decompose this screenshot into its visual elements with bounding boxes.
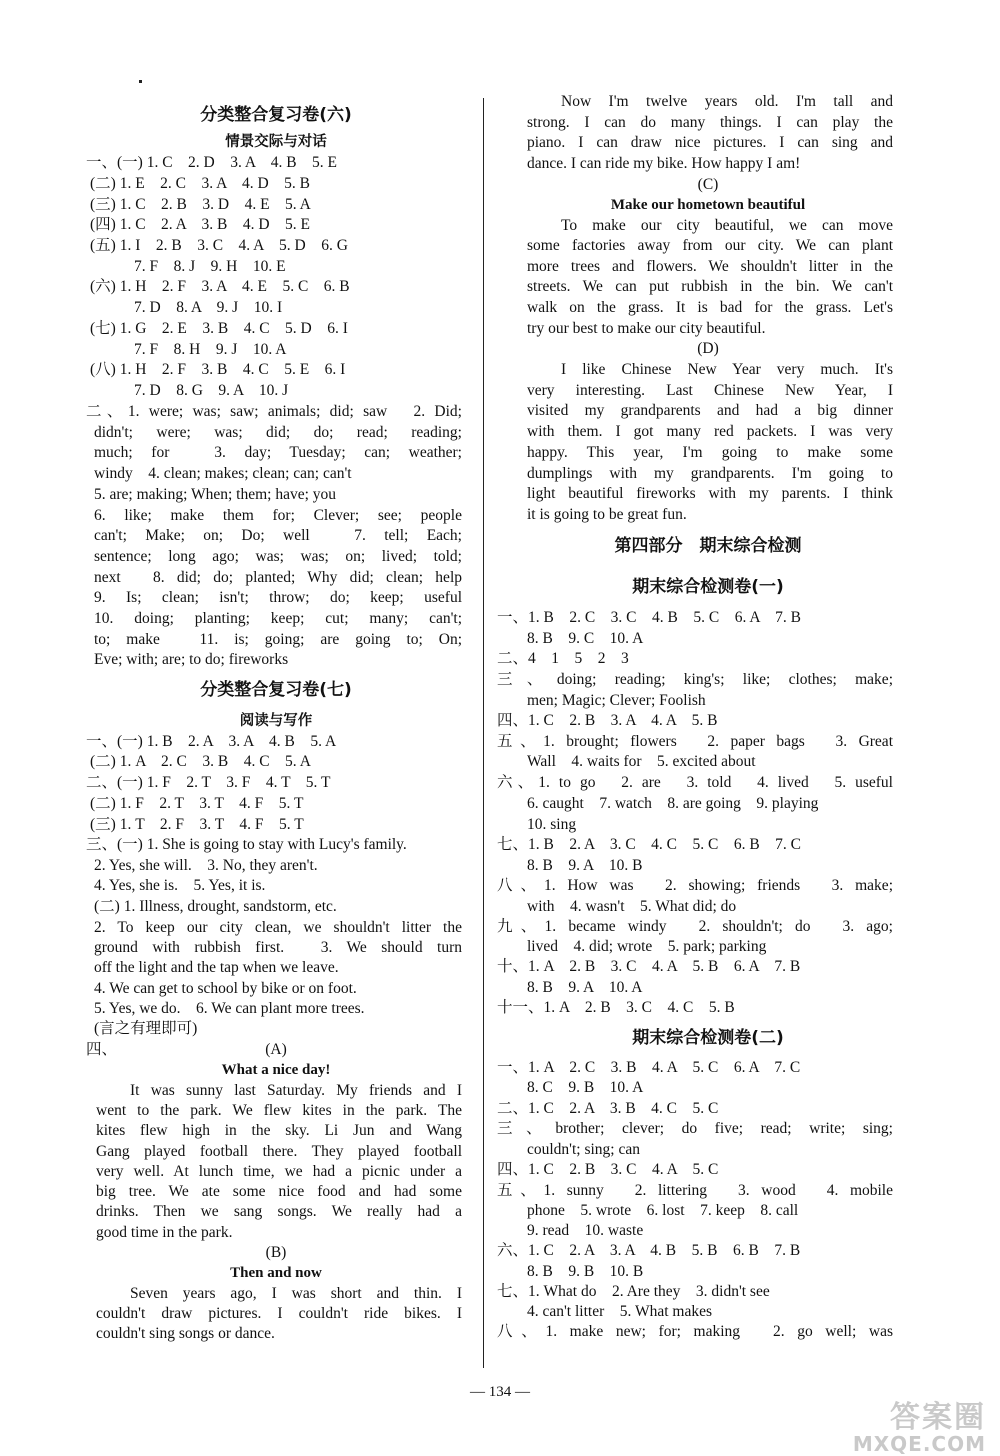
answer-line: 4. can't litter 5. What makes xyxy=(527,1303,713,1320)
answer-line: with them. I got many red packets. I was very xyxy=(527,423,893,440)
answer-line: walk on the grass. It is bad for the grass. Let's xyxy=(527,299,893,316)
answer-line: windy 4. clean; makes; clean; can; can't xyxy=(94,465,352,482)
answer-line: phone 5. wrote 6. lost 7. keep 8. call xyxy=(527,1202,799,1219)
answer-line: (二) 1. A 2. C 3. B 4. C 5. A xyxy=(90,753,311,770)
answer-line: very well. At lunch time, we had a picnic under a xyxy=(96,1163,462,1180)
answer-line: 四、1. C 2. B 3. C 4. A 5. C xyxy=(497,1161,719,1178)
column-divider xyxy=(483,98,484,1368)
answer-line: 一、(一) 1. B 2. A 3. A 4. B 5. A xyxy=(86,733,337,750)
answer-line: 6. caught 7. watch 8. are going 9. playing xyxy=(527,795,819,812)
passage-label: (D) xyxy=(697,340,719,357)
answer-line: 8. B 9. C 10. A xyxy=(527,630,644,647)
answer-line: 九、1. became windy 2. shouldn't; do 3. ago; xyxy=(497,918,893,935)
answer-line: 一、1. B 2. C 3. C 4. B 5. C 6. A 7. B xyxy=(497,609,802,626)
answer-line: 六、1. to go 2. are 3. told 4. lived 5. useful xyxy=(497,774,893,791)
answer-line: 二、(一) 1. F 2. T 3. F 4. T 5. T xyxy=(86,774,331,791)
passage-title: Then and now xyxy=(230,1265,322,1281)
answer-line: 四、1. C 2. B 3. A 4. A 5. B xyxy=(497,712,718,729)
section-subtitle: 情景交际与对话 xyxy=(225,134,327,150)
section-title: 分类整合复习卷(七) xyxy=(200,680,352,700)
answer-line: Wall 4. waits for 5. excited about xyxy=(527,753,756,770)
answer-line: 8. B 9. A 10. A xyxy=(527,979,643,996)
answer-line: (三) 1. T 2. F 3. T 4. F 5. T xyxy=(90,816,304,833)
answer-line: 8. C 9. B 10. A xyxy=(527,1079,644,1096)
answer-line: 十、1. A 2. B 3. C 4. A 5. B 6. A 7. B xyxy=(497,958,801,975)
answer-line: 七、1. What do 2. Are they 3. didn't see xyxy=(497,1283,770,1300)
answer-line: ground with rubbish first. 3. We should turn xyxy=(94,939,462,956)
answer-line: 四、 xyxy=(86,1041,118,1058)
answer-line: 9. read 10. waste xyxy=(527,1222,644,1239)
watermark-line-1: 答案圈 xyxy=(890,1400,986,1435)
answer-line: 8. B 9. B 10. B xyxy=(527,1263,644,1280)
section-title: 分类整合复习卷(六) xyxy=(200,105,352,125)
answer-line: some factories away from our city. We can plant xyxy=(527,237,893,254)
paragraph-line: To make our city beautiful, we can move xyxy=(561,217,893,234)
answer-line: 2. To keep our city clean, we shouldn't litter the xyxy=(94,919,462,936)
paragraph-line: I like Chinese New Year very much. It's xyxy=(561,361,893,378)
answer-line: it is going to be great fun. xyxy=(527,506,687,523)
answer-line: (二) 1. E 2. C 3. A 4. D 5. B xyxy=(90,175,311,192)
answer-line: Gang played football there. They played football xyxy=(96,1143,462,1160)
answer-line: (言之有理即可) xyxy=(94,1020,198,1037)
answer-line: to; make 11. is; going; are going to; On; xyxy=(94,631,462,648)
answer-line: good time in the park. xyxy=(96,1224,233,1241)
answer-line: 三、(一) 1. She is going to stay with Lucy's family. xyxy=(86,836,407,853)
answer-line: piano. I can draw nice pictures. I can sing and xyxy=(527,134,893,151)
answer-line: 8. B 9. A 10. B xyxy=(527,857,643,874)
answer-line: light beautiful fireworks with my parents. I think xyxy=(527,485,893,502)
answer-line: 10. sing xyxy=(527,816,577,833)
answer-line: 5. are; making; When; them; have; you xyxy=(94,486,337,503)
answer-line: big tree. We ate some nice food and had some xyxy=(96,1183,462,1200)
answer-line: (六) 1. H 2. F 3. A 4. E 5. C 6. B xyxy=(90,278,350,295)
paragraph-line: 7. F 8. J 9. H 10. E xyxy=(134,258,286,275)
passage-title: What a nice day! xyxy=(221,1062,331,1078)
paragraph-line: Seven years ago, I was short and thin. I xyxy=(130,1285,462,1302)
section-subtitle: 阅读与写作 xyxy=(239,713,313,729)
answer-line: 八、1. How was 2. showing; friends 3. make; xyxy=(497,877,893,894)
answer-line: 十一、1. A 2. B 3. C 4. C 5. B xyxy=(497,999,735,1016)
section-title: 期末综合检测卷(二) xyxy=(632,1028,784,1048)
answer-line: try our best to make our city beautiful. xyxy=(527,320,766,337)
answer-line: strong. I can do many things. I can play the xyxy=(527,114,893,131)
passage-title: Make our hometown beautiful xyxy=(610,197,806,213)
passage-label: (B) xyxy=(265,1244,287,1261)
answer-line: very interesting. Last Chinese New Year, I xyxy=(527,382,893,399)
print-dot xyxy=(139,80,142,83)
answer-line: men; Magic; Clever; Foolish xyxy=(527,692,706,709)
watermark-line-2: MXQE.COM xyxy=(852,1432,986,1456)
answer-line: couldn't sing songs or dance. xyxy=(96,1325,275,1342)
answer-line: 三、doing; reading; king's; like; clothes; make; xyxy=(497,671,893,688)
watermark-logo xyxy=(853,1392,986,1456)
answer-line: (三) 1. C 2. B 3. D 4. E 5. A xyxy=(90,196,311,213)
answer-line: 4. We can get to school by bike or on foot. xyxy=(94,980,357,997)
paragraph-line: 7. D 8. A 9. J 10. I xyxy=(134,299,283,316)
answer-line: went to the park. We flew kites in the park. The xyxy=(96,1102,462,1119)
answer-line: off the light and the tap when we leave. xyxy=(94,959,339,976)
answer-line: 一、(一) 1. C 2. D 3. A 4. B 5. E xyxy=(86,154,338,171)
answer-line: (八) 1. H 2. F 3. B 4. C 5. E 6. I xyxy=(90,361,346,378)
answer-line: 二、1. C 2. A 3. B 4. C 5. C xyxy=(497,1100,719,1117)
answer-line: sentence; long ago; was; was; on; lived; told; xyxy=(94,548,462,565)
answer-line: streets. We can put rubbish in the bin. We can't xyxy=(527,278,893,295)
answer-line: can't; Make; on; Do; well 7. tell; Each; xyxy=(94,527,462,544)
passage-label: (A) xyxy=(265,1041,287,1058)
answer-line: drinks. Then we sang songs. We really had a xyxy=(96,1203,462,1220)
answer-line: 9. Is; clean; isn't; throw; do; keep; useful xyxy=(94,589,462,606)
answer-line: happy. This year, I'm going to make some xyxy=(527,444,893,461)
answer-line: couldn't draw pictures. I couldn't ride bikes. I xyxy=(96,1305,462,1322)
section-title: 第四部分 期末综合检测 xyxy=(614,536,802,556)
answer-line: 6. like; make them for; Clever; see; people xyxy=(94,507,462,524)
answer-line: (二) 1. F 2. T 3. T 4. F 5. T xyxy=(90,795,304,812)
answer-line: didn't; were; was; did; do; read; reading; xyxy=(94,424,462,441)
answer-line: with 4. wasn't 5. What did; do xyxy=(527,898,737,915)
answer-line: couldn't; sing; can xyxy=(527,1141,640,1158)
answer-line: Eve; with; are; to do; fireworks xyxy=(94,651,289,668)
answer-line: kites flew high in the sky. Li Jun and Wang xyxy=(96,1122,462,1139)
answer-line: (五) 1. I 2. B 3. C 4. A 5. D 6. G xyxy=(90,237,348,254)
answer-line: 一、1. A 2. C 3. B 4. A 5. C 6. A 7. C xyxy=(497,1059,801,1076)
answer-line: 六、1. C 2. A 3. A 4. B 5. B 6. B 7. B xyxy=(497,1242,801,1259)
answer-line: 二、4 1 5 2 3 xyxy=(497,650,629,667)
answer-line: dance. I can ride my bike. How happy I am! xyxy=(527,155,801,172)
answer-line: (四) 1. C 2. A 3. B 4. D 5. E xyxy=(90,216,311,233)
answer-line: 2. Yes, she will. 3. No, they aren't. xyxy=(94,857,318,874)
answer-line: 三、brother; clever; do five; read; write; sing; xyxy=(497,1120,893,1137)
answer-line: next 8. did; do; planted; Why did; clean; help xyxy=(94,569,462,586)
answer-line: lived 4. did; wrote 5. park; parking xyxy=(527,938,767,955)
answer-line: 五、1. sunny 2. littering 3. wood 4. mobile xyxy=(497,1182,893,1199)
answer-line: (七) 1. G 2. E 3. B 4. C 5. D 6. I xyxy=(90,320,348,337)
answer-line: 10. doing; planting; keep; cut; many; can't; xyxy=(94,610,462,627)
answer-line: much; for 3. day; Tuesday; can; weather; xyxy=(94,444,462,461)
answer-line: visited my grandparents and had a big dinner xyxy=(527,402,893,419)
answer-line: 八、1. make new; for; making 2. go well; was xyxy=(497,1323,893,1340)
paragraph-line: 7. D 8. G 9. A 10. J xyxy=(134,382,289,399)
page-number: — 134 — xyxy=(470,1384,530,1400)
paragraph-line: It was sunny last Saturday. My friends and I xyxy=(130,1082,462,1099)
answer-line: 五、1. brought; flowers 2. paper bags 3. Great xyxy=(497,733,893,750)
passage-label: (C) xyxy=(697,176,719,193)
answer-line: dumplings with my grandparents. I'm going to xyxy=(527,465,893,482)
answer-line: 5. Yes, we do. 6. We can plant more trees. xyxy=(94,1000,365,1017)
answer-line: 二、1. were; was; saw; animals; did; saw 2. Did; xyxy=(86,403,462,420)
answer-line: more trees and flowers. We shouldn't litter in the xyxy=(527,258,893,275)
paragraph-line: Now I'm twelve years old. I'm tall and xyxy=(561,93,893,110)
section-title: 期末综合检测卷(一) xyxy=(632,577,784,597)
paragraph-line: 7. F 8. H 9. J 10. A xyxy=(134,341,287,358)
answer-line: 七、1. B 2. A 3. C 4. C 5. C 6. B 7. C xyxy=(497,836,802,853)
answer-line: 4. Yes, she is. 5. Yes, it is. xyxy=(94,877,266,894)
answer-line: (二) 1. Illness, drought, sandstorm, etc. xyxy=(94,898,337,915)
